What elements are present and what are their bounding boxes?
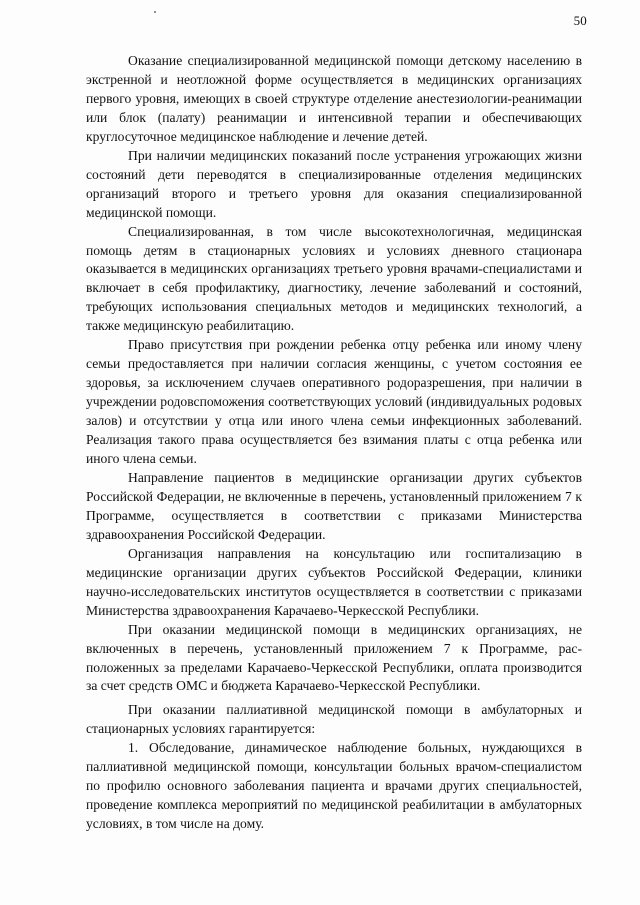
- paragraph-payment-outside-region: При оказании медицинской помощи в медицинских организациях, не включенных в перечень, установленный приложением 7 к Программе, расположенных за пределами Карачаево-Черкесской Республики, оплата производится за счет средств ОМС и бюджета Карачаево-Черкесской Республики.: [86, 621, 582, 694]
- paragraph-father-presence: Право присутствия при рождении ребенка отцу ребенка или иному члену семьи предоставляется при наличии согласия женщины, с учетом состояния ее здоровья, за исключением случаев оперативного родоразрешения, при наличии в учреждении родовспоможения соответствующих условий (индивидуальных родовых залов) и отсутствии у отца или иного члена семьи инфекционных заболеваний. Реализация такого права осуществляется без взимания платы с отца ребенка или иного члена семьи.: [86, 337, 582, 467]
- paragraph-referral-other-regions: Направление пациентов в медицинские организации других субъектов Российской Федерации, не включенные в перечень, установленный приложением 7 к Программе, осуществляется в соответствии с приказами Министерства здравоохранения Российской Федерации.: [86, 469, 582, 542]
- paragraph-emergency-care: Оказание специализированной медицинской помощи детскому населению в экстренной и неотложной форме осуществляется в медицинских организациях первого уровня, имеющих в своей структуре отделение анестезиологии-реанимации или блок (палату) реанимации и интенсивной терапии и обеспечивающих круглосуточное медицинское наблюдение и лечение детей.: [86, 53, 582, 144]
- page-number: 50: [573, 13, 587, 28]
- paragraph-high-tech-care: Специализированная, в том числе высокотехнологичная, медицинская помощь детям в стационарных условиях и условиях дневного стационара оказывается в медицинских организациях третьего уровня врачами-специалистами и включает в себя профилактику, диагностику, лечение заболеваний и состояний, требующих использования специальных методов и медицинских технологий, а также медицинскую реабилитацию.: [86, 223, 582, 334]
- document-body: [86, 52, 582, 834]
- paragraph-transfer: При наличии медицинских показаний после устранения угрожающих жизни состояний дети переводятся в специализированные отделения медицинских организаций второго и третьего уровня для оказания специализированной медицинской помощи.: [86, 147, 582, 220]
- scan-speck: [154, 11, 156, 13]
- paragraph-palliative-intro: При оказании паллиативной медицинской помощи в амбулаторных и стационарных условиях гарантируется:: [86, 702, 582, 737]
- paragraph-consultation-referral: Организация направления на консультацию или госпитализацию в медицинские организации других субъектов Российской Федерации, клиники научно-исследовательских институтов осуществляется в соответствии с приказами Министерства здравоохранения Карачаево-Черкесской Республики.: [86, 545, 582, 618]
- paragraph-palliative-item-1: 1. Обследование, динамическое наблюдение больных, нуждающихся в паллиативной медицинской помощи, консультации больных врачом-специалистом по профилю основного заболевания пациента и врачами других специальностей, проведение комплекса мероприятий по медицинской реабилитации в амбулаторных условиях, в том числе на дому.: [86, 740, 582, 832]
